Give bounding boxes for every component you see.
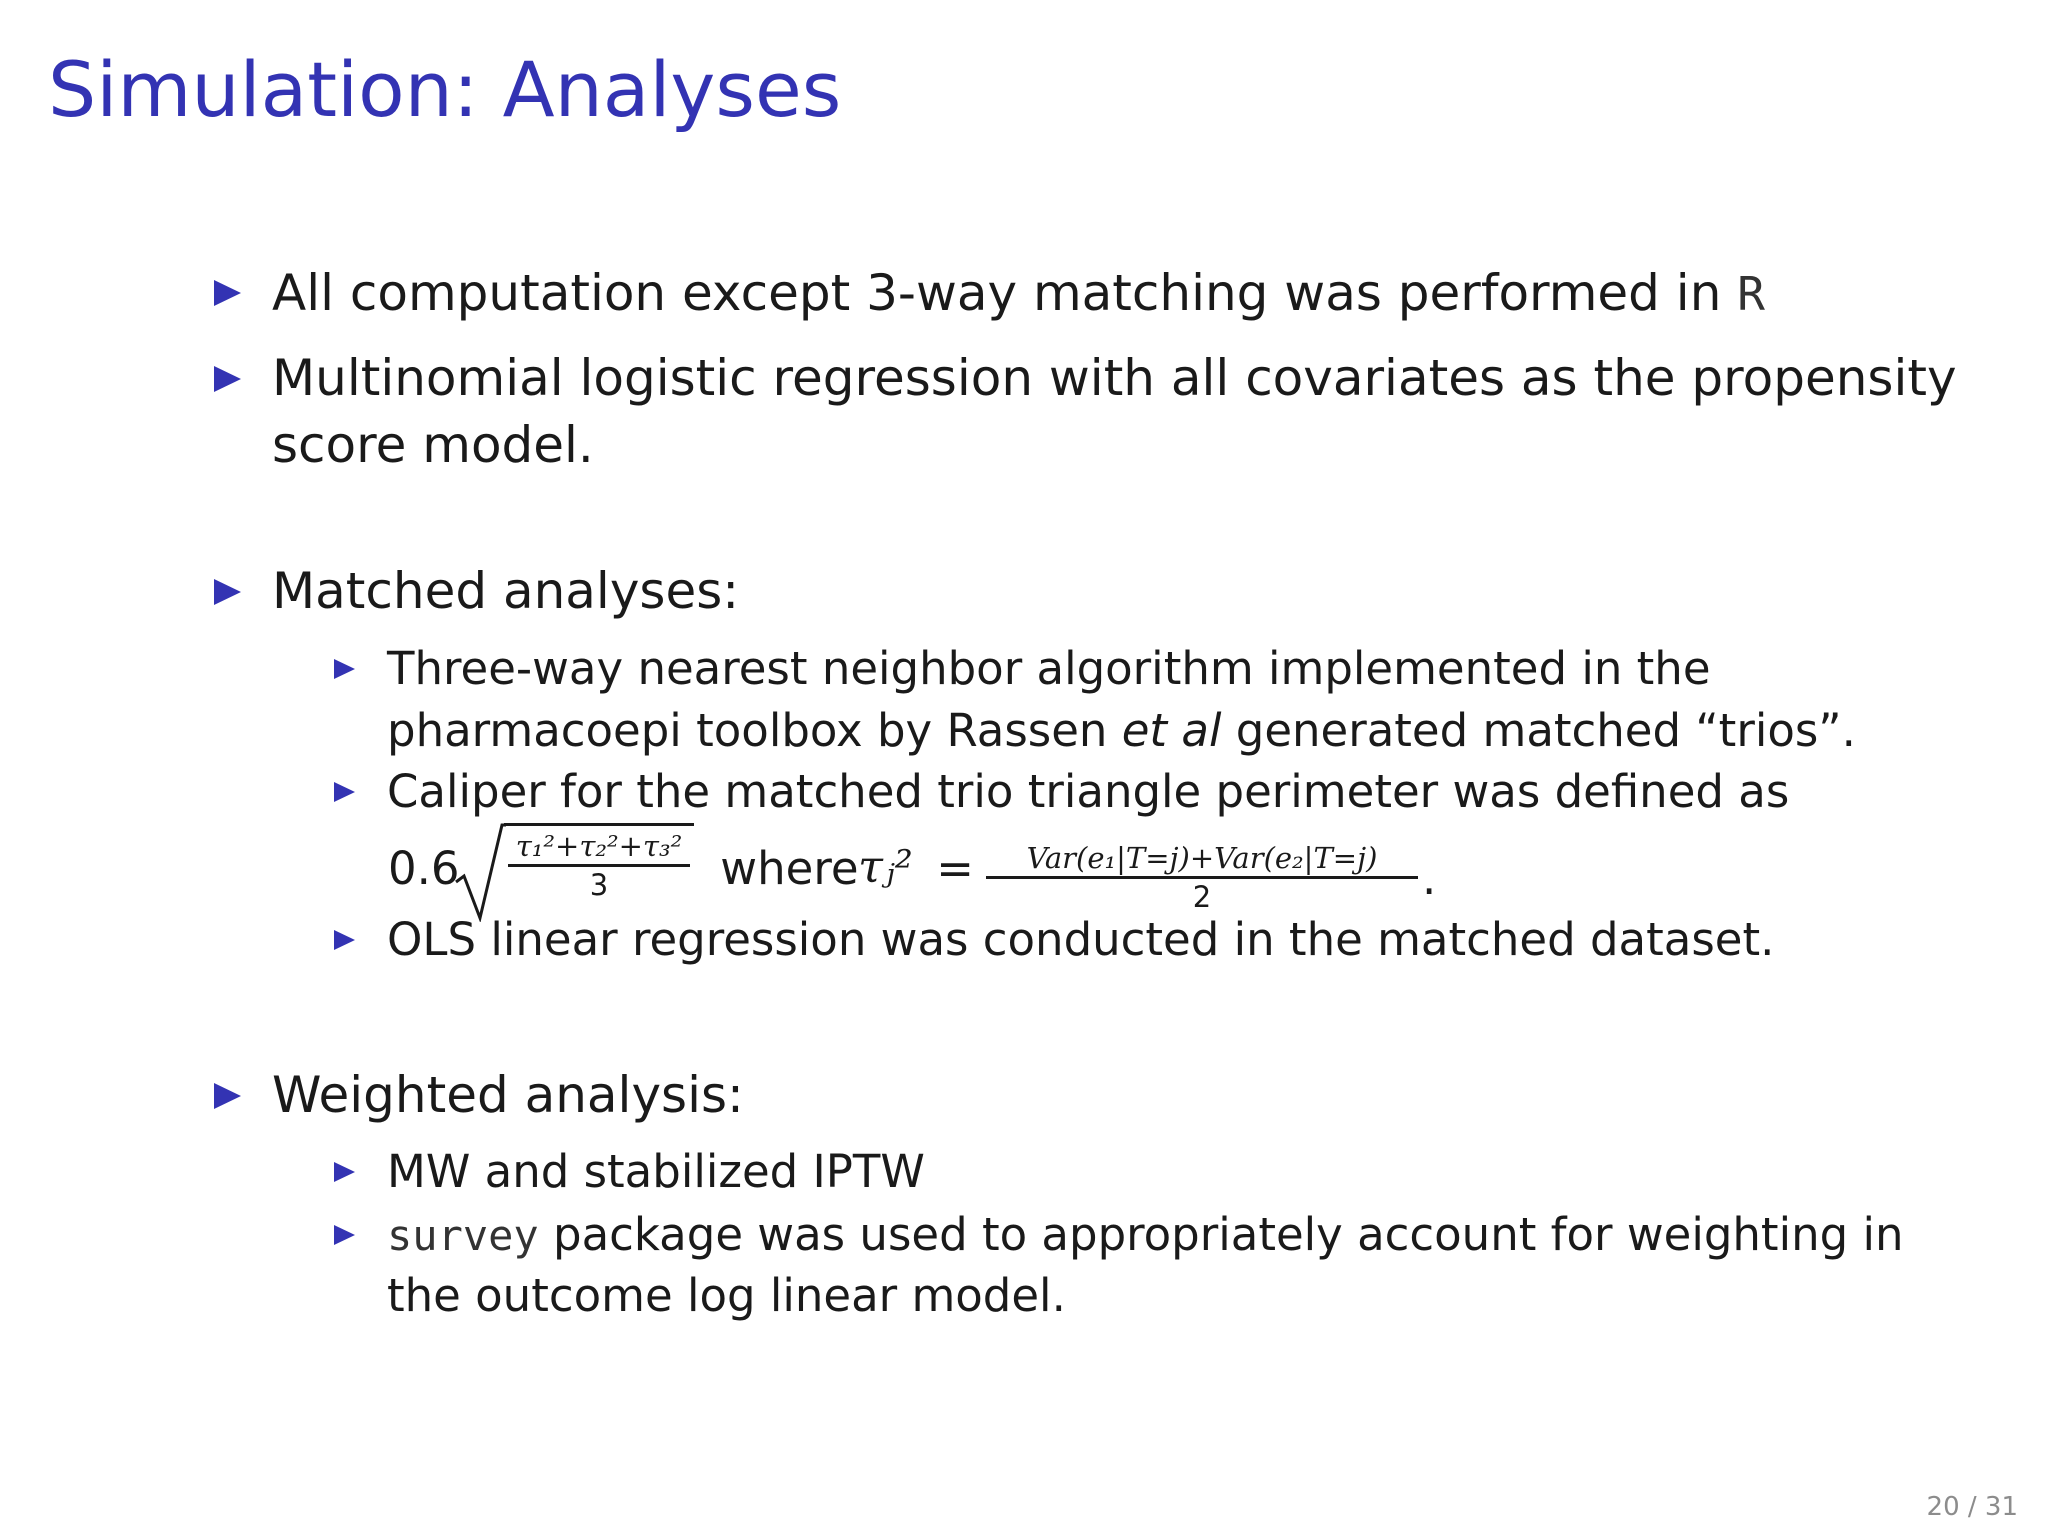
sub-mw-iptw: MW and stabilized IPTW [387,1145,925,1198]
bullet-computation [272,260,1765,328]
variance-numerator: Var(e₁|T=j)+Var(e₂|T=j) [1026,841,1378,875]
sub-bullet-arrow-icon [334,659,355,679]
bullet-arrow-icon [214,366,241,392]
sub-nearest-neighbor-pre: pharmacoepi toolbox by Rassen [387,704,1122,757]
square-root-sign-icon [454,822,506,922]
equals-sign: = [922,842,989,895]
survey-code: survey [387,1211,539,1260]
bullet-weighted-label: Weighted analysis: [272,1066,744,1124]
bullet-propensity-line1: Multinomial logistic regression with all covariates as the propensity [272,349,1957,407]
bullet-computation-text: All computation except 3-way matching was performed in [272,264,1738,322]
sub-nearest-neighbor-etal: et al [1121,704,1222,757]
formula-period: . [1422,852,1437,905]
bullet-arrow-icon [214,280,241,306]
sqrt-overline [504,823,694,826]
variance-fraction [986,840,1418,915]
sub-bullet-arrow-icon [334,782,355,802]
slide-title: Simulation: Analyses [48,45,842,134]
sub-caliper-line1: Caliper for the matched trio triangle perimeter was defined as [387,765,1790,818]
bullet-arrow-icon [214,1083,241,1109]
sqrt-denominator: 3 [508,864,690,903]
bullet-matched-label: Matched analyses: [272,562,740,620]
sub-bullet-arrow-icon [334,1162,355,1182]
sub-bullet-arrow-icon [334,930,355,950]
tau-j-squared: τⱼ² [858,840,913,893]
survey-line1-text: package was used to appropriately account for weighting in [538,1208,1904,1261]
sub-survey-package-line1 [387,1204,1903,1266]
sub-bullet-arrow-icon [334,1225,355,1245]
sub-ols-regression: OLS linear regression was conducted in the matched dataset. [387,913,1775,966]
variance-denominator: 2 [986,876,1418,915]
bullet-propensity-line2: score model. [272,416,594,474]
page-number: 20 / 31 [1926,1492,2018,1522]
bullet-arrow-icon [214,579,241,605]
sub-nearest-neighbor-post: generated matched “trios”. [1221,704,1856,757]
caliper-coefficient: 0.6 [388,842,460,895]
bullet-computation-code: R [1737,267,1765,321]
sqrt-numerator: τ₁²+τ₂²+τ₃² [515,829,683,863]
where-word: where [706,842,873,895]
sub-nearest-neighbor-line1: Three-way nearest neighbor algorithm implemented in the [387,642,1711,695]
sqrt-fraction [508,828,690,903]
sub-nearest-neighbor-line2 [387,700,1856,761]
sub-survey-package-line2: the outcome log linear model. [387,1269,1066,1322]
